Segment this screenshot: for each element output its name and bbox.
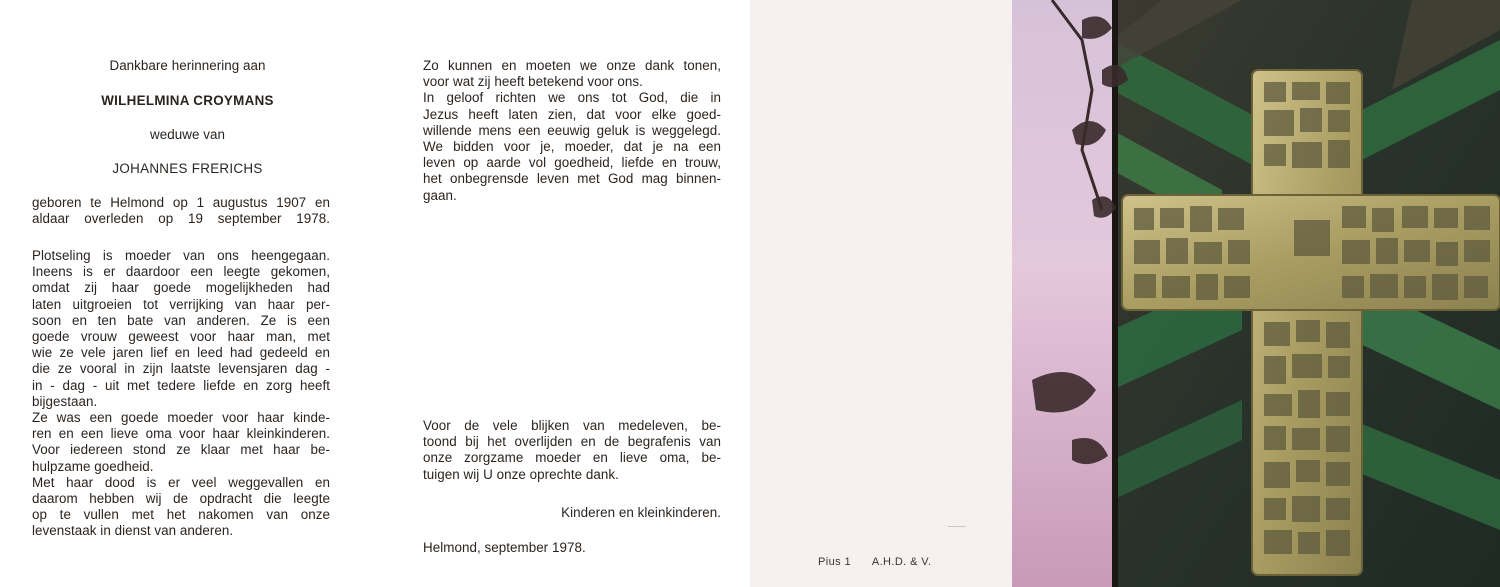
- thanks-line: tuigen wij U onze oprechte dank.: [423, 466, 619, 482]
- intro-line: Dankbare herinnering aan: [109, 58, 266, 73]
- prayer-line: We bidden voor je, moeder, dat je na een: [423, 139, 721, 155]
- body-line: Met haar dood is er veel weggevallen en: [32, 474, 330, 490]
- signature: Kinderen en kleinkinderen.: [561, 505, 721, 520]
- print-caption: [818, 556, 949, 568]
- body-line: daarom hebben wij de opdracht die leegte: [32, 491, 330, 507]
- body-line: wie ze vele jaren lief en leed had gedeeld en: [32, 345, 330, 361]
- body-line: die ze vooral in zijn laatste levensjaren dag -: [32, 361, 330, 377]
- birth-paragraph: [32, 195, 330, 227]
- caption-code: Pius 1: [818, 556, 851, 568]
- prayer-line: gaan.: [423, 187, 457, 203]
- thanks-paragraph: [423, 418, 721, 483]
- body-paragraph: [32, 248, 330, 540]
- body-line: levenstaak in dienst van anderen.: [32, 523, 234, 539]
- middle-panel: [375, 0, 750, 587]
- back-panel: [750, 0, 1012, 587]
- prayer-line: willende mens een eeuwig geluk is weggelegd.: [423, 122, 721, 138]
- prayer-line: Jezus heeft laten zien, dat voor elke goed-: [423, 106, 721, 122]
- relation-line: weduwe van: [150, 127, 225, 142]
- prayer-paragraph: [423, 58, 721, 204]
- photo-panel: [1012, 0, 1500, 587]
- body-line: in - dag - uit met tedere liefde en zorg heeft: [32, 377, 330, 393]
- spouse-name: JOHANNES FRERICHS: [112, 161, 263, 176]
- body-line: ren en een lieve oma voor haar kleinkinderen.: [32, 426, 330, 442]
- prayer-line: Zo kunnen en moeten we onze dank tonen,: [423, 58, 721, 73]
- prayer-line: leven op aarde vol goedheid, liefde en trouw,: [423, 155, 721, 171]
- prayer-line: In geloof richten we ons tot God, die in: [423, 90, 721, 106]
- prayer-line: voor wat zij heeft betekend voor ons.: [423, 74, 643, 90]
- body-line: laten uitgroeien tot verrijking van haar per-: [32, 296, 330, 312]
- body-line: Ze was een goede moeder voor haar kinde-: [32, 410, 330, 426]
- birth-line: geboren te Helmond op 1 augustus 1907 en: [32, 195, 330, 210]
- body-line: Voor iedereen stond ze klaar met haar be-: [32, 442, 330, 458]
- body-line: hulpzame goedheid.: [32, 458, 154, 474]
- body-line: Plotseling is moeder van ons heengegaan.: [32, 248, 330, 263]
- fold-mark: [948, 526, 966, 527]
- place-date: Helmond, september 1978.: [423, 540, 586, 555]
- birth-line: aldaar overleden op 19 september 1978.: [32, 211, 330, 227]
- left-panel: [0, 0, 375, 587]
- prayer-line: het onbegrensde leven met God mag binnen-: [423, 171, 721, 187]
- body-line: omdat zij haar goede mogelijkheden had: [32, 280, 330, 296]
- body-line: goede vrouw geweest voor haar man, met: [32, 329, 330, 345]
- cross-photo: [1012, 0, 1500, 587]
- caption-publisher: A.H.D. & V.: [871, 556, 932, 568]
- body-line: soon en ten bate van anderen. Ze is een: [32, 312, 330, 328]
- body-line: bijgestaan.: [32, 393, 98, 409]
- tapestry-edge: [1112, 0, 1118, 587]
- body-line: Ineens is er daardoor een leegte gekomen,: [32, 264, 330, 280]
- thanks-line: Voor de vele blijken van medeleven, be-: [423, 418, 721, 433]
- deceased-name: WILHELMINA CROYMANS: [101, 93, 274, 108]
- body-line: op te vullen met het nakomen van onze: [32, 507, 330, 523]
- thanks-line: onze zorgzame moeder en lieve oma, be-: [423, 450, 721, 466]
- thanks-line: toond bij het overlijden en de begrafenis van: [423, 434, 721, 450]
